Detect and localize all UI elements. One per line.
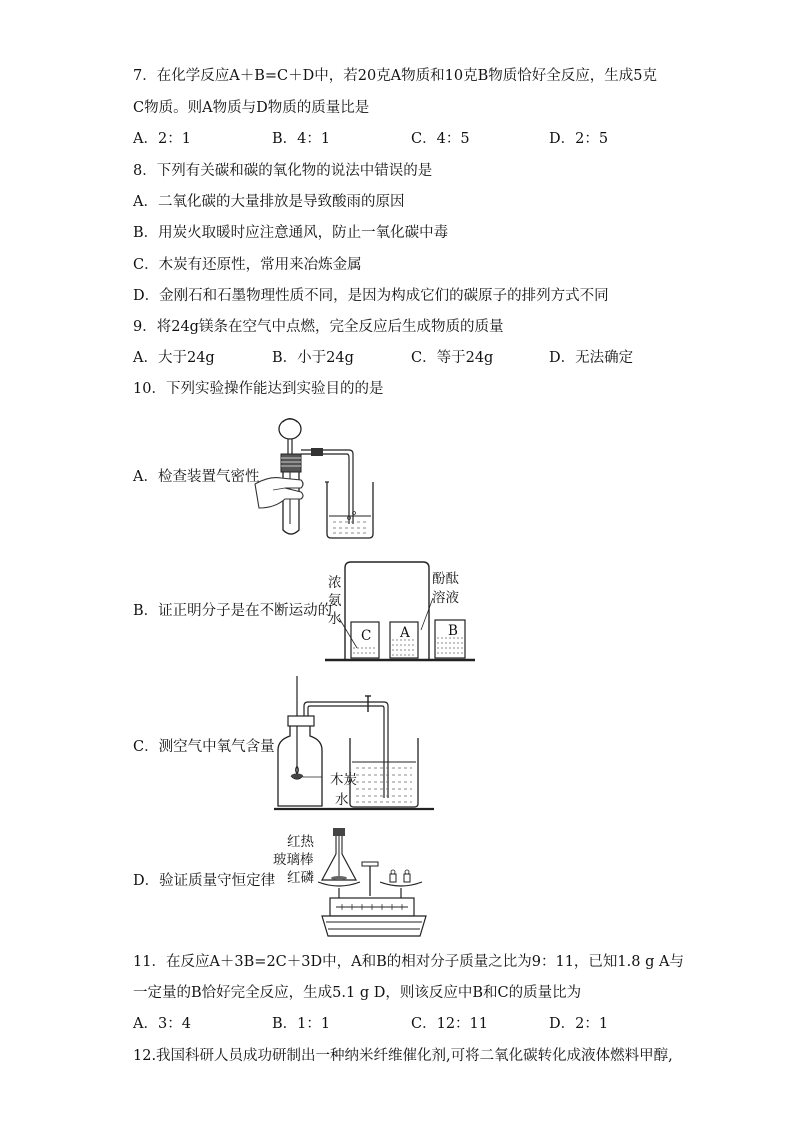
q10-figb-phenolphthalein-label-1: 酚酞 xyxy=(432,571,459,587)
q10-figd-redhot-label: 红热 xyxy=(287,834,314,850)
q10-option-c-label: C．测空气中氧气含量 xyxy=(133,739,275,755)
q10-figc-charcoal-label: 木炭 xyxy=(330,772,357,788)
q10-figb-phenolphthalein-label-2: 溶液 xyxy=(432,590,459,606)
q7-option-b: B．4：1 xyxy=(272,131,331,147)
q9-stem: 9．将24g镁条在空气中点燃，完全反应后生成物质的质量 xyxy=(133,319,504,335)
q9-option-b: B．小于24g xyxy=(272,350,354,366)
q10-option-a-label: A．检查装置气密性 xyxy=(133,469,260,485)
q10-figb-beaker-c-label: C xyxy=(361,628,372,644)
q7-option-c: C．4：5 xyxy=(411,131,470,147)
q10-figure-c-oxygen-content xyxy=(274,676,434,811)
q8-option-d: D．金刚石和石墨物理性质不同，是因为构成它们的碳原子的排列方式不同 xyxy=(133,288,609,304)
q11-stem-line1: 11．在反应A＋3B=2C＋3D中，A和B的相对分子质量之比为9：11，已知1.8 g A与 xyxy=(133,954,684,970)
q7-stem-line1: 7．在化学反应A＋B=C＋D中，若20克A物质和10克B物质恰好全反应，生成5克 xyxy=(133,68,657,84)
q10-figd-redphosphorus-label: 红磷 xyxy=(287,870,314,886)
q7-option-a: A．2：1 xyxy=(133,131,191,147)
q10-figc-water-label: 水 xyxy=(335,792,349,808)
q11-option-a: A．3：4 xyxy=(133,1016,191,1032)
q8-option-c: C．木炭有还原性，常用来冶炼金属 xyxy=(133,257,362,273)
q12-stem-line1: 12.我国科研人员成功研制出一种纳米纤维催化剂,可将二氧化碳转化成液体燃料甲醇, xyxy=(133,1048,673,1064)
q11-option-d: D．2：1 xyxy=(549,1016,609,1032)
q7-option-d: D．2：5 xyxy=(549,131,609,147)
q11-stem-line2: 一定量的B恰好完全反应，生成5.1 g D，则该反应中B和C的质量比为 xyxy=(133,985,582,1001)
q10-stem: 10．下列实验操作能达到实验目的的是 xyxy=(133,381,384,397)
q10-option-b-label: B．证正明分子是在不断运动的 xyxy=(133,603,333,619)
q10-figb-beaker-b-label: B xyxy=(448,623,458,639)
q8-option-b: B．用炭火取暖时应注意通风，防止一氧化碳中毒 xyxy=(133,225,449,241)
q9-option-c: C．等于24g xyxy=(411,350,494,366)
q11-option-c: C．12：11 xyxy=(411,1016,488,1032)
q11-option-b: B．1：1 xyxy=(272,1016,331,1032)
q7-stem-line2: C物质。则A物质与D物质的质量比是 xyxy=(133,100,370,116)
q10-figb-ammonia-label-1: 浓 xyxy=(328,575,342,591)
q10-figb-beaker-a-label: A xyxy=(400,625,410,641)
q10-figure-a-airtightness-apparatus xyxy=(255,412,385,542)
q10-figure-d-mass-conservation-balance xyxy=(316,826,432,938)
q9-option-d: D．无法确定 xyxy=(549,350,634,366)
q10-figd-glassrod-label: 玻璃棒 xyxy=(273,852,314,868)
q10-figb-ammonia-label-2: 氨 xyxy=(328,593,342,609)
q9-option-a: A．大于24g xyxy=(133,350,215,366)
q10-option-d-label: D．验证质量守恒定律 xyxy=(133,873,276,889)
q10-figb-ammonia-label-3: 水 xyxy=(328,611,342,627)
q8-option-a: A．二氧化碳的大量排放是导致酸雨的原因 xyxy=(133,194,405,210)
q8-stem: 8．下列有关碳和碳的氧化物的说法中错误的是 xyxy=(133,163,433,179)
